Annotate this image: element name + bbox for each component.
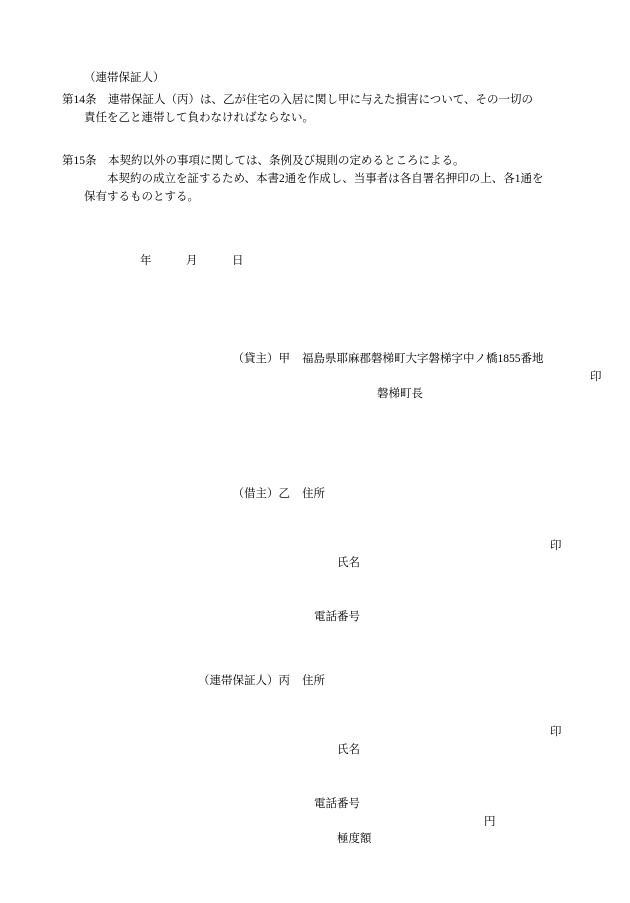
- indent-spacer: [62, 796, 314, 814]
- clause-14: [62, 92, 568, 128]
- signature-row-lessee: [62, 486, 568, 504]
- spacer: [62, 690, 568, 724]
- lessee-address-label: 住所: [302, 487, 325, 500]
- guarantor-phone-label: 電話番号: [314, 797, 360, 810]
- lessee-label: （借主）乙: [232, 487, 290, 500]
- spacer: [62, 127, 568, 153]
- signature-row-guarantor-name: [62, 724, 568, 795]
- guarantor-seal-mark: 印: [550, 726, 562, 739]
- lessor-label: （貸主）甲: [232, 352, 290, 365]
- spacer: [62, 504, 568, 538]
- date-line: 年 月 日: [140, 254, 244, 267]
- spacer: [62, 440, 568, 486]
- lessee-name-label: 氏名: [337, 557, 360, 570]
- lessor-seal-mark: 印: [590, 370, 602, 383]
- guarantor-limit-wrap: [314, 814, 568, 885]
- indent-spacer: [62, 538, 314, 609]
- lessee-phone-label: 電話番号: [314, 610, 360, 623]
- signature-row-guarantor: [62, 673, 568, 691]
- spacer: [62, 627, 568, 673]
- signature-row-lessee-phone: [62, 609, 568, 627]
- indent-spacer: [62, 814, 314, 885]
- clause-15-line-1: 第15条 本契約以外の事項に関しては、条例及び規則の定めるところによる。: [62, 155, 465, 168]
- indent-spacer: [62, 369, 354, 440]
- guarantor-label: （連帯保証人）丙: [198, 674, 290, 687]
- lessor-name-label-wrap: [354, 369, 602, 440]
- guarantor-address-label: 住所: [302, 674, 325, 687]
- signature-row-guarantor-limit: [62, 814, 568, 885]
- lessee-seal-mark: 印: [550, 539, 562, 552]
- clause-15: [62, 153, 568, 206]
- clause-14-line-1: 第14条 連帯保証人（丙）は、乙が住宅の入居に関し甲に与えた損害について、その一切の: [62, 93, 534, 106]
- clause-15-line-3: 保有するものとする。: [84, 191, 199, 204]
- guarantor-limit-unit: 円: [484, 815, 496, 828]
- signature-row-guarantor-phone: [62, 796, 568, 814]
- guarantor-name-wrap: [314, 724, 568, 795]
- section-heading: （連帯保証人）: [84, 72, 165, 84]
- spacer: [62, 317, 568, 351]
- signature-row-lessor: [62, 351, 568, 369]
- signature-row-lessor-name: [62, 369, 602, 440]
- indent-spacer: [62, 724, 314, 795]
- signature-row-lessee-name: [62, 538, 568, 609]
- guarantor-name-label: 氏名: [337, 744, 360, 757]
- indent-spacer: [62, 609, 314, 627]
- lessor-name-label: 磐梯町長: [377, 388, 423, 401]
- guarantor-limit-label: 極度額: [337, 833, 372, 846]
- signature-block: [62, 317, 602, 885]
- clause-14-line-2: 責任を乙と連帯して負わなければならない。: [84, 111, 314, 124]
- lessor-address: 福島県耶麻郡磐梯町大字磐梯字中ノ橋1855番地: [302, 352, 544, 365]
- lessee-name-wrap: [314, 538, 568, 609]
- clause-15-line-2: 本契約の成立を証するため、本書2通を作成し、当事者は各自署名押印の上、各1通を: [84, 173, 544, 186]
